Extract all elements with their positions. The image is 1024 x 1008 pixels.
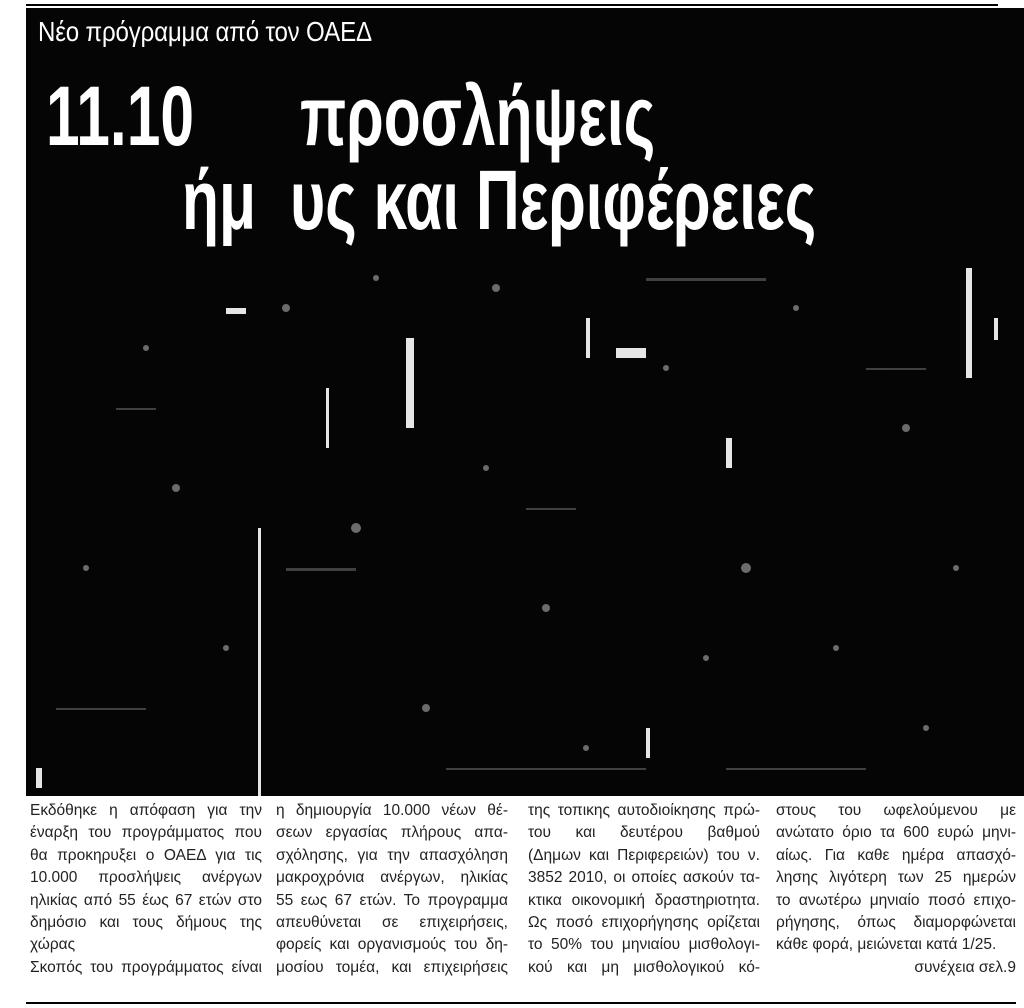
column-line: το 50% του μηνιαίου μισθολογι- bbox=[528, 936, 760, 954]
column-line: χώρας bbox=[30, 936, 76, 954]
column-line: ανώτατο όριο τα 600 ευρώ μηνι- bbox=[776, 824, 1016, 842]
article-column-2 bbox=[276, 800, 508, 979]
article-column-3 bbox=[528, 800, 760, 979]
column-line: 3852 2010, οι οποίες ασκούν τα- bbox=[528, 869, 760, 887]
continued-note: συνέχεια σελ.9 bbox=[914, 958, 1016, 976]
column-line: θα προκηρυξει ο ΟΑΕΔ για τις bbox=[30, 846, 262, 864]
column-line: λησης λιγότερη των 25 ημερών bbox=[776, 869, 1016, 887]
column-line: στους του ωφελούμενου με bbox=[776, 802, 1016, 819]
column-line: ηλικίας από 55 έως 67 ετών στο bbox=[30, 891, 262, 909]
column-line: απευθύνεται σε επιχειρήσεις, bbox=[276, 914, 508, 932]
article-column-4 bbox=[776, 800, 1016, 979]
column-line: 55 εως 67 ετών. Το προγραμμα bbox=[276, 891, 508, 909]
column-line: δημόσιο και τους δήμους της bbox=[30, 914, 262, 932]
article-body bbox=[26, 800, 1016, 996]
top-rule bbox=[26, 4, 998, 6]
headline-line1-number: 11.10 bbox=[46, 69, 195, 163]
column-line: σεων εργασίας πλήρους απα- bbox=[276, 824, 508, 842]
column-line: της τοπικης αυτοδιοίκησης πρώ- bbox=[528, 802, 760, 819]
column-line: μοσίου τομέα, και επιχειρήσεις bbox=[276, 958, 508, 976]
column-line: σχόλησης, για την απασχόληση bbox=[276, 846, 508, 864]
column-line: ρήγησης, όπως διαμορφώνεται bbox=[776, 914, 1016, 932]
article-kicker: Νέο πρόγραμμα από τον ΟΑΕΔ bbox=[38, 16, 372, 47]
headline-line2-left: ήμ bbox=[182, 153, 256, 247]
column-line: (Δημων και Περιφερειών) του ν. bbox=[528, 846, 760, 864]
column-line: αίως. Για καθε ημέρα απασχό- bbox=[776, 846, 1016, 864]
column-line: κού και μη μισθολογικού κό- bbox=[528, 958, 760, 976]
article-column-1 bbox=[30, 800, 262, 979]
headline-line1-text: προσλήψεις bbox=[300, 69, 656, 163]
column-line: του και δευτέρου βαθμού bbox=[528, 824, 760, 842]
column-line: η δημιουργία 10.000 νέων θέ- bbox=[276, 802, 508, 819]
column-line: το ανωτέρω μηνιαίο ποσό επιχο- bbox=[776, 891, 1016, 909]
column-line: Ως ποσό επιχορήγησης ορίζεται bbox=[528, 914, 760, 932]
column-line: κτικα οικονομική δραστηριοτητα. bbox=[528, 891, 760, 909]
column-line: Σκοπός του προγράμματος είναι bbox=[30, 958, 262, 976]
column-line: 10.000 προσλήψεις ανέργων bbox=[30, 869, 262, 887]
column-line: Εκδόθηκε η απόφαση για την bbox=[30, 802, 262, 819]
column-line: μακροχρόνια ανέργων, ηλικίας bbox=[276, 869, 508, 887]
column-line: κάθε φορά, μειώνεται κατά 1/25. bbox=[776, 936, 997, 954]
column-line: φορείς και οργανισμούς του δη- bbox=[276, 936, 508, 954]
bottom-rule bbox=[26, 1002, 1016, 1004]
column-line: έναρξη του προγράμματος που bbox=[30, 824, 262, 842]
headline-line2-text: υς και Περιφέρειες bbox=[290, 153, 817, 247]
